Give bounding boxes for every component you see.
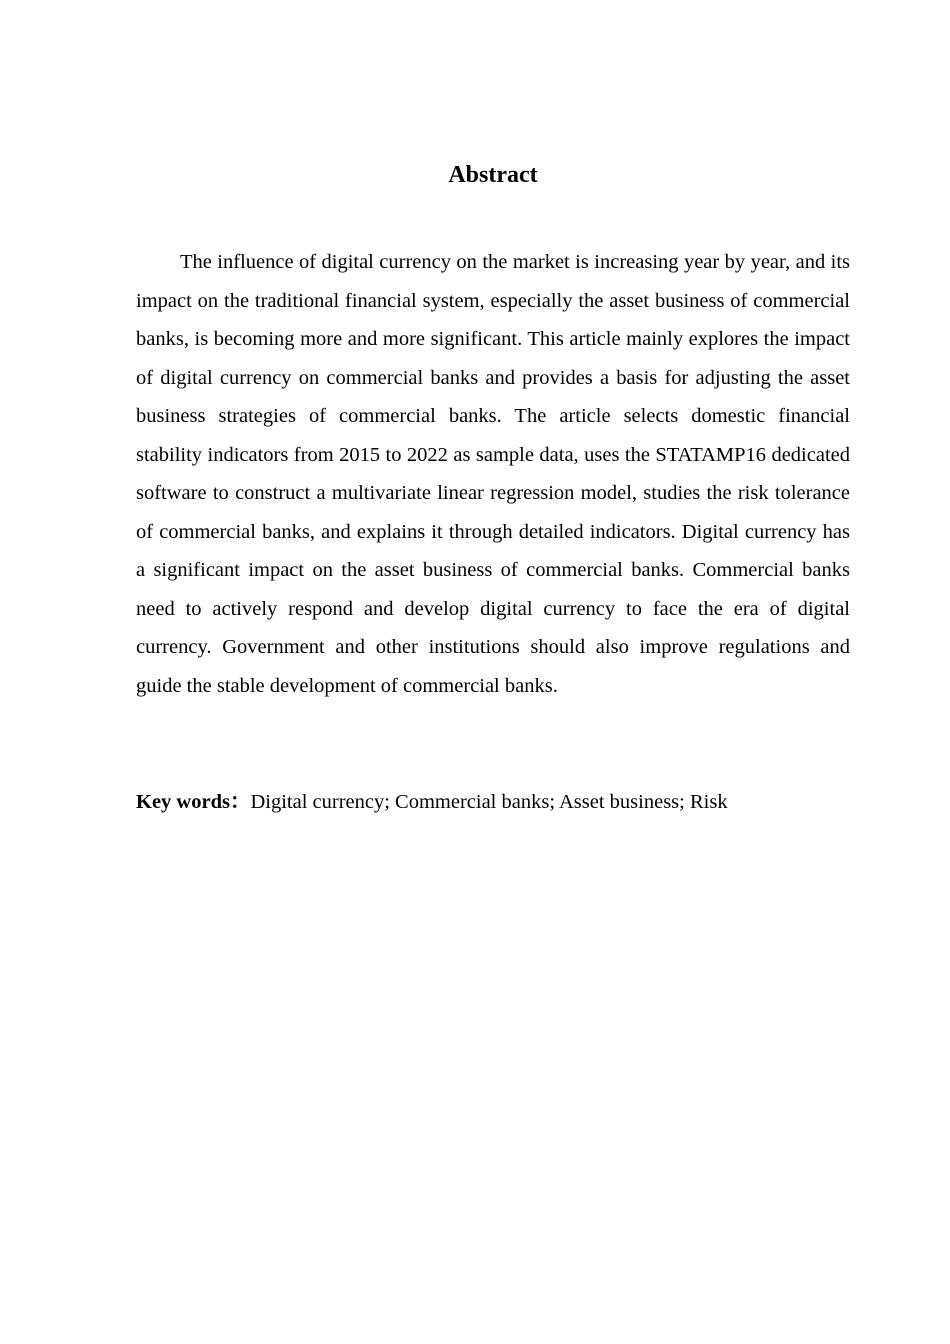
keywords-line <box>136 785 850 819</box>
abstract-title: Abstract <box>448 162 538 188</box>
keywords-label: Key words： <box>136 791 251 813</box>
abstract-body: The influence of digital currency on the market is increasing year by year, and its impact on the traditional financial system, especially the asset business of commercial banks, is becoming more and more significant. This article mainly explores the impact of digital currency on commercial banks and provides a basis for adjusting the asset business strategies of commercial banks. The article selects domestic financial stability indicators from 2015 to 2022 as sample data, uses the STATAMP16 dedicated software to construct a multivariate linear regression model, studies the risk tolerance of commercial banks, and explains it through detailed indicators. Digital currency has a significant impact on the asset business of commercial banks. Commercial banks need to actively respond and develop digital currency to face the era of digital currency. Government and other institutions should also improve regulations and guide the stable development of commercial banks. <box>136 251 850 697</box>
keywords-text: Digital currency; Commercial banks; Asset business; Risk <box>250 791 728 813</box>
